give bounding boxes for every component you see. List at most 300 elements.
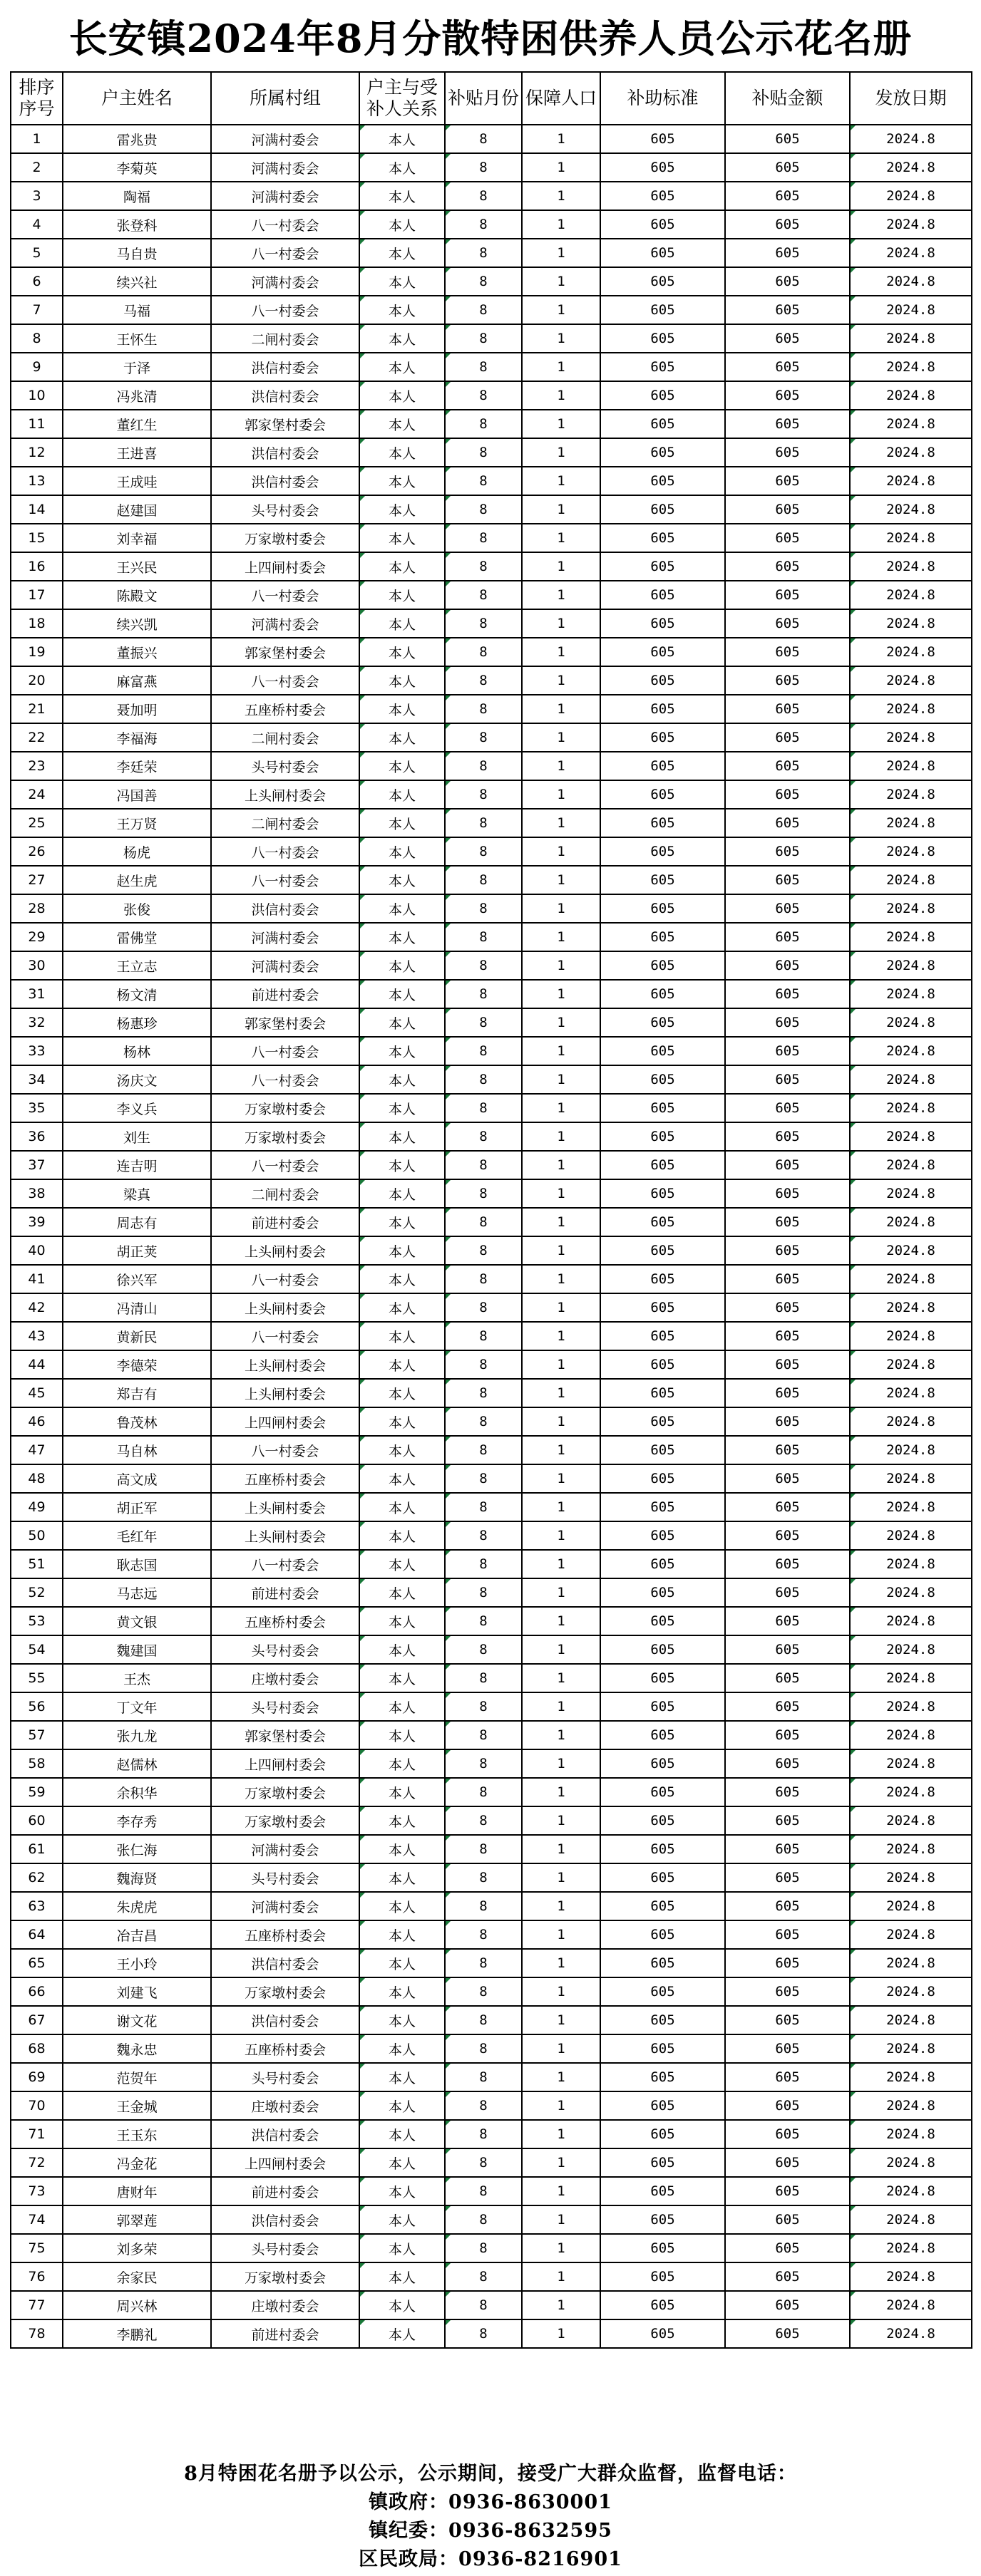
cell-persons: 1 [522, 125, 600, 153]
cell-relation: 本人 [359, 2006, 445, 2034]
cell-persons: 1 [522, 2291, 600, 2319]
table-row [11, 923, 972, 951]
cell-relation: 本人 [359, 1949, 445, 1977]
table-row [11, 153, 972, 182]
cell-amount: 605 [725, 1521, 850, 1550]
cell-village: 八一村委会 [211, 666, 359, 695]
cell-persons: 1 [522, 1350, 600, 1379]
cell-name: 刘多荣 [63, 2234, 211, 2262]
table-row [11, 1008, 972, 1037]
table-row [11, 2177, 972, 2205]
cell-months: 8 [445, 153, 522, 182]
cell-months: 8 [445, 1863, 522, 1892]
cell-persons: 1 [522, 2205, 600, 2234]
cell-relation: 本人 [359, 1550, 445, 1578]
cell-persons: 1 [522, 1778, 600, 1806]
cell-village: 五座桥村委会 [211, 1464, 359, 1493]
cell-name: 杨林 [63, 1037, 211, 1065]
cell-standard: 605 [600, 894, 725, 923]
cell-index: 29 [11, 923, 63, 951]
cell-date: 2024.8 [850, 1151, 972, 1179]
cell-index: 44 [11, 1350, 63, 1379]
cell-index: 14 [11, 495, 63, 524]
cell-standard: 605 [600, 581, 725, 609]
cell-relation: 本人 [359, 2177, 445, 2205]
cell-name: 张登科 [63, 210, 211, 239]
cell-persons: 1 [522, 1151, 600, 1179]
cell-months: 8 [445, 980, 522, 1008]
cell-name: 赵生虎 [63, 866, 211, 894]
cell-index: 55 [11, 1664, 63, 1692]
cell-relation: 本人 [359, 1179, 445, 1208]
cell-persons: 1 [522, 524, 600, 552]
table-row [11, 1977, 972, 2006]
cell-index: 22 [11, 723, 63, 752]
cell-date: 2024.8 [850, 267, 972, 296]
table-row [11, 2262, 972, 2291]
cell-amount: 605 [725, 2205, 850, 2234]
cell-persons: 1 [522, 1835, 600, 1863]
cell-index: 13 [11, 467, 63, 495]
cell-standard: 605 [600, 1806, 725, 1835]
cell-persons: 1 [522, 1037, 600, 1065]
cell-persons: 1 [522, 1208, 600, 1236]
cell-date: 2024.8 [850, 780, 972, 809]
cell-standard: 605 [600, 2291, 725, 2319]
cell-relation: 本人 [359, 1521, 445, 1550]
table-row [11, 1578, 972, 1607]
cell-amount: 605 [725, 1835, 850, 1863]
cell-months: 8 [445, 210, 522, 239]
cell-amount: 605 [725, 1037, 850, 1065]
cell-name: 聂加明 [63, 695, 211, 723]
cell-village: 万家墩村委会 [211, 1778, 359, 1806]
cell-relation: 本人 [359, 1407, 445, 1436]
cell-standard: 605 [600, 125, 725, 153]
cell-persons: 1 [522, 752, 600, 780]
cell-relation: 本人 [359, 182, 445, 210]
cell-standard: 605 [600, 951, 725, 980]
cell-persons: 1 [522, 1749, 600, 1778]
cell-relation: 本人 [359, 894, 445, 923]
cell-name: 胡正军 [63, 1493, 211, 1521]
table-row [11, 780, 972, 809]
cell-village: 洪信村委会 [211, 2205, 359, 2234]
table-row [11, 581, 972, 609]
cell-name: 杨虎 [63, 837, 211, 866]
cell-date: 2024.8 [850, 153, 972, 182]
cell-amount: 605 [725, 2319, 850, 2348]
cell-amount: 605 [725, 1208, 850, 1236]
cell-persons: 1 [522, 1493, 600, 1521]
cell-amount: 605 [725, 581, 850, 609]
cell-months: 8 [445, 267, 522, 296]
header-standard: 补助标准 [600, 72, 725, 125]
cell-name: 刘生 [63, 1122, 211, 1151]
cell-amount: 605 [725, 1265, 850, 1293]
cell-village: 八一村委会 [211, 239, 359, 267]
cell-months: 8 [445, 581, 522, 609]
cell-standard: 605 [600, 1179, 725, 1208]
cell-village: 二闸村委会 [211, 809, 359, 837]
cell-persons: 1 [522, 2063, 600, 2091]
cell-relation: 本人 [359, 296, 445, 324]
cell-amount: 605 [725, 1350, 850, 1379]
cell-amount: 605 [725, 1464, 850, 1493]
cell-months: 8 [445, 1749, 522, 1778]
cell-persons: 1 [522, 866, 600, 894]
table-row [11, 210, 972, 239]
cell-standard: 605 [600, 2063, 725, 2091]
cell-name: 王玉东 [63, 2120, 211, 2148]
cell-name: 杨惠珍 [63, 1008, 211, 1037]
table-row [11, 1664, 972, 1692]
table-row [11, 723, 972, 752]
cell-months: 8 [445, 780, 522, 809]
cell-name: 冶吉昌 [63, 1920, 211, 1949]
table-row [11, 866, 972, 894]
cell-relation: 本人 [359, 210, 445, 239]
cell-standard: 605 [600, 1436, 725, 1464]
cell-relation: 本人 [359, 837, 445, 866]
cell-village: 上四闸村委会 [211, 1407, 359, 1436]
cell-relation: 本人 [359, 1151, 445, 1179]
cell-name: 于泽 [63, 353, 211, 381]
table-row [11, 1806, 972, 1835]
cell-index: 64 [11, 1920, 63, 1949]
cell-persons: 1 [522, 1635, 600, 1664]
cell-village: 郭家堡村委会 [211, 410, 359, 438]
cell-relation: 本人 [359, 1236, 445, 1265]
cell-amount: 605 [725, 1094, 850, 1122]
cell-standard: 605 [600, 695, 725, 723]
cell-amount: 605 [725, 1322, 850, 1350]
table-row [11, 2319, 972, 2348]
cell-index: 60 [11, 1806, 63, 1835]
cell-amount: 605 [725, 296, 850, 324]
cell-standard: 605 [600, 467, 725, 495]
cell-standard: 605 [600, 1293, 725, 1322]
cell-village: 上头闸村委会 [211, 1493, 359, 1521]
cell-months: 8 [445, 1350, 522, 1379]
cell-standard: 605 [600, 1379, 725, 1407]
footer-phone-government: 镇政府：0936-8630001 [369, 2491, 612, 2513]
cell-village: 上头闸村委会 [211, 1379, 359, 1407]
cell-index: 8 [11, 324, 63, 353]
cell-index: 39 [11, 1208, 63, 1236]
cell-index: 45 [11, 1379, 63, 1407]
cell-index: 20 [11, 666, 63, 695]
footer-phone-discipline: 镇纪委：0936-8632595 [369, 2520, 612, 2542]
cell-amount: 605 [725, 1920, 850, 1949]
cell-relation: 本人 [359, 2319, 445, 2348]
cell-relation: 本人 [359, 752, 445, 780]
cell-date: 2024.8 [850, 552, 972, 581]
cell-months: 8 [445, 410, 522, 438]
cell-index: 53 [11, 1607, 63, 1635]
cell-index: 3 [11, 182, 63, 210]
cell-standard: 605 [600, 1977, 725, 2006]
cell-months: 8 [445, 894, 522, 923]
cell-months: 8 [445, 2262, 522, 2291]
cell-date: 2024.8 [850, 1493, 972, 1521]
cell-index: 62 [11, 1863, 63, 1892]
cell-index: 75 [11, 2234, 63, 2262]
cell-name: 王兴民 [63, 552, 211, 581]
cell-months: 8 [445, 1407, 522, 1436]
cell-village: 上头闸村委会 [211, 1236, 359, 1265]
cell-date: 2024.8 [850, 980, 972, 1008]
cell-index: 77 [11, 2291, 63, 2319]
cell-index: 46 [11, 1407, 63, 1436]
cell-date: 2024.8 [850, 1179, 972, 1208]
cell-amount: 605 [725, 353, 850, 381]
table-row [11, 1293, 972, 1322]
cell-standard: 605 [600, 1464, 725, 1493]
cell-index: 69 [11, 2063, 63, 2091]
cell-index: 52 [11, 1578, 63, 1607]
cell-months: 8 [445, 666, 522, 695]
cell-months: 8 [445, 1037, 522, 1065]
cell-relation: 本人 [359, 2034, 445, 2063]
cell-name: 汤庆文 [63, 1065, 211, 1094]
cell-name: 马自贵 [63, 239, 211, 267]
cell-relation: 本人 [359, 410, 445, 438]
cell-index: 61 [11, 1835, 63, 1863]
cell-date: 2024.8 [850, 2091, 972, 2120]
table-row [11, 951, 972, 980]
table-row [11, 1692, 972, 1721]
cell-relation: 本人 [359, 1037, 445, 1065]
cell-months: 8 [445, 923, 522, 951]
table-row [11, 752, 972, 780]
cell-name: 郭翠莲 [63, 2205, 211, 2234]
table-row [11, 1521, 972, 1550]
cell-persons: 1 [522, 1293, 600, 1322]
cell-index: 74 [11, 2205, 63, 2234]
cell-persons: 1 [522, 1692, 600, 1721]
cell-village: 河满村委会 [211, 1835, 359, 1863]
cell-persons: 1 [522, 1863, 600, 1892]
cell-index: 50 [11, 1521, 63, 1550]
cell-relation: 本人 [359, 2262, 445, 2291]
cell-amount: 605 [725, 2034, 850, 2063]
header-months: 补贴月份 [445, 72, 522, 125]
cell-index: 5 [11, 239, 63, 267]
cell-persons: 1 [522, 1122, 600, 1151]
cell-date: 2024.8 [850, 2148, 972, 2177]
cell-village: 八一村委会 [211, 581, 359, 609]
cell-standard: 605 [600, 1008, 725, 1037]
footer [0, 2460, 981, 2574]
cell-relation: 本人 [359, 267, 445, 296]
cell-village: 二闸村委会 [211, 1179, 359, 1208]
cell-date: 2024.8 [850, 752, 972, 780]
cell-standard: 605 [600, 2205, 725, 2234]
cell-name: 余积华 [63, 1778, 211, 1806]
cell-persons: 1 [522, 2006, 600, 2034]
cell-relation: 本人 [359, 951, 445, 980]
cell-date: 2024.8 [850, 1436, 972, 1464]
cell-name: 陈殿文 [63, 581, 211, 609]
cell-index: 27 [11, 866, 63, 894]
cell-relation: 本人 [359, 467, 445, 495]
cell-amount: 605 [725, 1122, 850, 1151]
cell-standard: 605 [600, 2234, 725, 2262]
table-row [11, 1094, 972, 1122]
table-row [11, 552, 972, 581]
cell-standard: 605 [600, 267, 725, 296]
cell-standard: 605 [600, 1094, 725, 1122]
cell-index: 42 [11, 1293, 63, 1322]
cell-name: 谢文花 [63, 2006, 211, 2034]
cell-amount: 605 [725, 1179, 850, 1208]
cell-amount: 605 [725, 153, 850, 182]
cell-name: 王金城 [63, 2091, 211, 2120]
table-row [11, 666, 972, 695]
cell-name: 周志有 [63, 1208, 211, 1236]
cell-months: 8 [445, 1493, 522, 1521]
cell-index: 33 [11, 1037, 63, 1065]
cell-months: 8 [445, 495, 522, 524]
cell-persons: 1 [522, 1806, 600, 1835]
header-date: 发放日期 [850, 72, 972, 125]
cell-village: 洪信村委会 [211, 381, 359, 410]
cell-village: 洪信村委会 [211, 894, 359, 923]
cell-standard: 605 [600, 609, 725, 638]
cell-standard: 605 [600, 1407, 725, 1436]
cell-date: 2024.8 [850, 1607, 972, 1635]
cell-standard: 605 [600, 2091, 725, 2120]
table-row [11, 2006, 972, 2034]
cell-date: 2024.8 [850, 2205, 972, 2234]
cell-date: 2024.8 [850, 381, 972, 410]
cell-amount: 605 [725, 2120, 850, 2148]
cell-index: 23 [11, 752, 63, 780]
cell-date: 2024.8 [850, 1521, 972, 1550]
cell-amount: 605 [725, 1806, 850, 1835]
cell-amount: 605 [725, 2234, 850, 2262]
cell-date: 2024.8 [850, 2262, 972, 2291]
cell-persons: 1 [522, 1607, 600, 1635]
cell-index: 43 [11, 1322, 63, 1350]
header-row [11, 72, 972, 125]
table-row [11, 1065, 972, 1094]
cell-index: 35 [11, 1094, 63, 1122]
cell-amount: 605 [725, 381, 850, 410]
cell-persons: 1 [522, 1664, 600, 1692]
cell-village: 二闸村委会 [211, 723, 359, 752]
footer-phone-civil-affairs: 区民政局：0936-8216901 [359, 2548, 622, 2570]
cell-index: 2 [11, 153, 63, 182]
cell-name: 李廷荣 [63, 752, 211, 780]
cell-amount: 605 [725, 1293, 850, 1322]
cell-relation: 本人 [359, 1065, 445, 1094]
cell-relation: 本人 [359, 1578, 445, 1607]
cell-standard: 605 [600, 1692, 725, 1721]
cell-name: 余家民 [63, 2262, 211, 2291]
cell-standard: 605 [600, 809, 725, 837]
cell-name: 魏永忠 [63, 2034, 211, 2063]
cell-months: 8 [445, 723, 522, 752]
cell-persons: 1 [522, 1179, 600, 1208]
cell-name: 高文成 [63, 1464, 211, 1493]
table-row [11, 438, 972, 467]
cell-amount: 605 [725, 638, 850, 666]
cell-village: 洪信村委会 [211, 2006, 359, 2034]
cell-amount: 605 [725, 1151, 850, 1179]
table-row [11, 1749, 972, 1778]
cell-name: 冯国善 [63, 780, 211, 809]
cell-persons: 1 [522, 2034, 600, 2063]
cell-relation: 本人 [359, 495, 445, 524]
cell-standard: 605 [600, 1493, 725, 1521]
cell-persons: 1 [522, 923, 600, 951]
cell-persons: 1 [522, 809, 600, 837]
cell-relation: 本人 [359, 980, 445, 1008]
cell-persons: 1 [522, 723, 600, 752]
cell-amount: 605 [725, 1436, 850, 1464]
table-row [11, 638, 972, 666]
cell-date: 2024.8 [850, 951, 972, 980]
cell-months: 8 [445, 1065, 522, 1094]
cell-village: 头号村委会 [211, 2234, 359, 2262]
cell-amount: 605 [725, 1236, 850, 1265]
cell-amount: 605 [725, 666, 850, 695]
cell-amount: 605 [725, 752, 850, 780]
cell-persons: 1 [522, 1322, 600, 1350]
cell-months: 8 [445, 1835, 522, 1863]
cell-relation: 本人 [359, 2148, 445, 2177]
cell-relation: 本人 [359, 638, 445, 666]
cell-village: 八一村委会 [211, 1322, 359, 1350]
cell-amount: 605 [725, 1863, 850, 1892]
cell-standard: 605 [600, 837, 725, 866]
cell-name: 李德荣 [63, 1350, 211, 1379]
cell-index: 6 [11, 267, 63, 296]
cell-name: 胡正荚 [63, 1236, 211, 1265]
cell-index: 10 [11, 381, 63, 410]
cell-months: 8 [445, 752, 522, 780]
cell-months: 8 [445, 951, 522, 980]
cell-amount: 605 [725, 1407, 850, 1436]
cell-months: 8 [445, 552, 522, 581]
cell-village: 郭家堡村委会 [211, 1721, 359, 1749]
table-row [11, 2091, 972, 2120]
cell-amount: 605 [725, 324, 850, 353]
cell-name: 周兴林 [63, 2291, 211, 2319]
cell-name: 雷佛堂 [63, 923, 211, 951]
cell-name: 张九龙 [63, 1721, 211, 1749]
cell-village: 八一村委会 [211, 837, 359, 866]
header-name: 户主姓名 [63, 72, 211, 125]
cell-amount: 605 [725, 495, 850, 524]
cell-amount: 605 [725, 1550, 850, 1578]
cell-months: 8 [445, 2120, 522, 2148]
cell-village: 万家墩村委会 [211, 524, 359, 552]
cell-village: 洪信村委会 [211, 1949, 359, 1977]
cell-persons: 1 [522, 153, 600, 182]
cell-months: 8 [445, 467, 522, 495]
cell-standard: 605 [600, 1122, 725, 1151]
cell-name: 朱虎虎 [63, 1892, 211, 1920]
cell-relation: 本人 [359, 125, 445, 153]
cell-persons: 1 [522, 980, 600, 1008]
cell-index: 59 [11, 1778, 63, 1806]
cell-amount: 605 [725, 1379, 850, 1407]
cell-months: 8 [445, 1892, 522, 1920]
cell-amount: 605 [725, 1721, 850, 1749]
